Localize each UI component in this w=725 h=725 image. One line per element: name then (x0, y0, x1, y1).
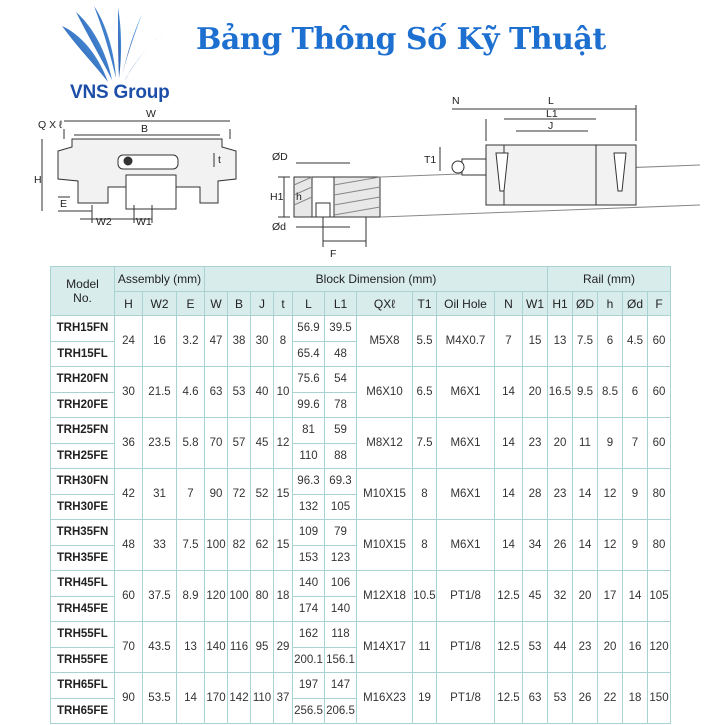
cell-qxl: M10X15 (357, 469, 413, 520)
cell-j: 45 (251, 418, 274, 469)
cell-oil: M6X1 (437, 418, 495, 469)
column-header: h (598, 292, 623, 316)
cell-f: 60 (648, 316, 671, 367)
cell-e: 3.2 (177, 316, 205, 367)
cell-t: 37 (274, 673, 293, 724)
cell-t1: 5.5 (413, 316, 437, 367)
cell-w: 100 (205, 520, 228, 571)
column-header: E (177, 292, 205, 316)
model-cell: TRH45FE (51, 596, 115, 622)
cell-oil: M6X1 (437, 367, 495, 418)
cell-oil: M6X1 (437, 469, 495, 520)
cell-oil: M6X1 (437, 520, 495, 571)
cell-h: 12 (598, 520, 623, 571)
cell-w: 90 (205, 469, 228, 520)
model-cell: TRH20FE (51, 392, 115, 418)
cell-b: 38 (228, 316, 251, 367)
cell-l: 109 (293, 520, 325, 546)
cell-l1: 106 (325, 571, 357, 597)
label-n: N (452, 95, 460, 107)
cell-od: 14 (573, 520, 598, 571)
cell-e: 7.5 (177, 520, 205, 571)
label-f: F (330, 248, 337, 260)
cell-oil: PT1/8 (437, 622, 495, 673)
cell-t: 12 (274, 418, 293, 469)
cell-od: 14 (573, 469, 598, 520)
cell-t1: 11 (413, 622, 437, 673)
cell-h: 30 (115, 367, 143, 418)
table-row (51, 469, 671, 495)
cell-f: 120 (648, 622, 671, 673)
cell-h1: 23 (548, 469, 573, 520)
cell-h1: 20 (548, 418, 573, 469)
model-cell: TRH55FL (51, 622, 115, 648)
cell-b: 72 (228, 469, 251, 520)
cell-j: 52 (251, 469, 274, 520)
label-b: B (141, 123, 149, 135)
cell-w: 170 (205, 673, 228, 724)
cell-w: 70 (205, 418, 228, 469)
model-cell: TRH35FE (51, 545, 115, 571)
cell-j: 80 (251, 571, 274, 622)
column-header: N (495, 292, 523, 316)
cell-l: 96.3 (293, 469, 325, 495)
cell-w: 63 (205, 367, 228, 418)
cell-l1: 39.5 (325, 316, 357, 342)
label-h: H (34, 174, 42, 186)
cell-qxl: M16X23 (357, 673, 413, 724)
cell-l1: 156.1 (325, 647, 357, 673)
cell-od: 9.5 (573, 367, 598, 418)
cell-w1: 34 (523, 520, 548, 571)
cell-od: 9 (623, 469, 648, 520)
cell-b: 53 (228, 367, 251, 418)
cell-n: 14 (495, 418, 523, 469)
cell-h: 12 (598, 469, 623, 520)
label-e: E (60, 198, 68, 210)
side-view-drawing (440, 105, 636, 205)
cell-t1: 10.5 (413, 571, 437, 622)
model-cell: TRH30FN (51, 469, 115, 495)
model-cell: TRH25FE (51, 443, 115, 469)
cell-b: 82 (228, 520, 251, 571)
cell-f: 105 (648, 571, 671, 622)
cell-j: 110 (251, 673, 274, 724)
column-header: t (274, 292, 293, 316)
cell-j: 30 (251, 316, 274, 367)
cell-w2: 21.5 (143, 367, 177, 418)
cell-w: 47 (205, 316, 228, 367)
model-cell: TRH30FE (51, 494, 115, 520)
cell-w2: 16 (143, 316, 177, 367)
cell-w1: 63 (523, 673, 548, 724)
assembly-header: Assembly (mm) (115, 267, 205, 292)
model-header: Model No. (51, 267, 115, 316)
label-t: t (218, 154, 221, 166)
cell-h: 42 (115, 469, 143, 520)
model-cell: TRH45FL (51, 571, 115, 597)
cell-qxl: M6X10 (357, 367, 413, 418)
model-cell: TRH20FN (51, 367, 115, 393)
cell-qxl: M5X8 (357, 316, 413, 367)
cell-w2: 31 (143, 469, 177, 520)
cell-w2: 23.5 (143, 418, 177, 469)
label-j: J (548, 120, 554, 132)
cell-w2: 43.5 (143, 622, 177, 673)
cell-l1: 147 (325, 673, 357, 699)
cell-l: 132 (293, 494, 325, 520)
model-cell: TRH35FN (51, 520, 115, 546)
cell-j: 62 (251, 520, 274, 571)
cell-j: 40 (251, 367, 274, 418)
cell-f: 80 (648, 520, 671, 571)
cell-f: 60 (648, 367, 671, 418)
cell-f: 150 (648, 673, 671, 724)
column-header: J (251, 292, 274, 316)
cell-od: 20 (573, 571, 598, 622)
cell-b: 142 (228, 673, 251, 724)
cell-w2: 37.5 (143, 571, 177, 622)
page-title: Bảng Thông Số Kỹ Thuật (196, 22, 606, 57)
column-header: Oil Hole (437, 292, 495, 316)
cell-h1: 32 (548, 571, 573, 622)
cell-t: 8 (274, 316, 293, 367)
cell-t: 10 (274, 367, 293, 418)
label-od-top: ØD (272, 151, 288, 163)
label-qxl: Q X ℓ (38, 119, 63, 131)
cell-e: 13 (177, 622, 205, 673)
model-cell: TRH55FE (51, 647, 115, 673)
label-t1: T1 (424, 154, 437, 166)
cell-h: 48 (115, 520, 143, 571)
cell-h1: 44 (548, 622, 573, 673)
column-header: Ød (623, 292, 648, 316)
cell-t: 15 (274, 469, 293, 520)
cell-l1: 48 (325, 341, 357, 367)
cell-l1: 123 (325, 545, 357, 571)
cell-h: 17 (598, 571, 623, 622)
cell-t1: 7.5 (413, 418, 437, 469)
cell-e: 14 (177, 673, 205, 724)
cell-e: 4.6 (177, 367, 205, 418)
cell-l1: 118 (325, 622, 357, 648)
cell-od: 16 (623, 622, 648, 673)
cell-e: 5.8 (177, 418, 205, 469)
table-row (51, 622, 671, 648)
cell-f: 60 (648, 418, 671, 469)
label-od-bot: Ød (272, 221, 287, 233)
cell-l: 200.1 (293, 647, 325, 673)
column-header: H1 (548, 292, 573, 316)
cell-t: 15 (274, 520, 293, 571)
model-cell: TRH15FN (51, 316, 115, 342)
cell-w1: 53 (523, 622, 548, 673)
cell-h: 36 (115, 418, 143, 469)
cell-w: 120 (205, 571, 228, 622)
cell-h: 70 (115, 622, 143, 673)
column-header: W (205, 292, 228, 316)
cell-l1: 69.3 (325, 469, 357, 495)
cell-h: 9 (598, 418, 623, 469)
cell-oil: PT1/8 (437, 571, 495, 622)
label-w: W (146, 108, 156, 120)
table-row (51, 571, 671, 597)
cell-od: 7.5 (573, 316, 598, 367)
cell-n: 14 (495, 520, 523, 571)
table-row (51, 418, 671, 444)
cell-t: 18 (274, 571, 293, 622)
front-view-drawing (42, 121, 236, 223)
cell-w2: 33 (143, 520, 177, 571)
block-header: Block Dimension (mm) (205, 267, 548, 292)
cell-l1: 206.5 (325, 698, 357, 724)
cell-b: 100 (228, 571, 251, 622)
cell-h: 90 (115, 673, 143, 724)
cell-oil: PT1/8 (437, 673, 495, 724)
cell-t1: 6.5 (413, 367, 437, 418)
cell-l: 99.6 (293, 392, 325, 418)
cell-t1: 19 (413, 673, 437, 724)
cell-t1: 8 (413, 520, 437, 571)
brand-name: VNS Group (70, 82, 170, 103)
label-l1: L1 (546, 108, 558, 120)
cell-n: 14 (495, 469, 523, 520)
cell-h: 8.5 (598, 367, 623, 418)
cell-qxl: M10X15 (357, 520, 413, 571)
cell-qxl: M14X17 (357, 622, 413, 673)
cell-l: 110 (293, 443, 325, 469)
cell-w1: 15 (523, 316, 548, 367)
cell-l1: 79 (325, 520, 357, 546)
table-row (51, 316, 671, 342)
cell-n: 12.5 (495, 622, 523, 673)
label-w2: W2 (96, 216, 112, 228)
column-header: T1 (413, 292, 437, 316)
cell-l: 197 (293, 673, 325, 699)
cell-l1: 140 (325, 596, 357, 622)
cell-h1: 16.5 (548, 367, 573, 418)
column-header: W1 (523, 292, 548, 316)
cell-l: 75.6 (293, 367, 325, 393)
cell-l: 162 (293, 622, 325, 648)
cell-t: 29 (274, 622, 293, 673)
cell-f: 80 (648, 469, 671, 520)
table-row (51, 520, 671, 546)
cell-od: 11 (573, 418, 598, 469)
cell-od: 18 (623, 673, 648, 724)
cell-e: 8.9 (177, 571, 205, 622)
cell-h: 60 (115, 571, 143, 622)
cell-l: 140 (293, 571, 325, 597)
cell-e: 7 (177, 469, 205, 520)
label-h1: H1 (270, 191, 284, 203)
column-header: ØD (573, 292, 598, 316)
cell-n: 7 (495, 316, 523, 367)
cell-l: 256.5 (293, 698, 325, 724)
cell-n: 12.5 (495, 571, 523, 622)
cell-l1: 78 (325, 392, 357, 418)
column-header: H (115, 292, 143, 316)
technical-drawings (0, 95, 725, 260)
model-cell: TRH25FN (51, 418, 115, 444)
cell-od: 4.5 (623, 316, 648, 367)
cell-j: 95 (251, 622, 274, 673)
label-l: L (548, 95, 554, 107)
model-cell: TRH65FL (51, 673, 115, 699)
column-header: F (648, 292, 671, 316)
cell-oil: M4X0.7 (437, 316, 495, 367)
column-header: QXℓ (357, 292, 413, 316)
cell-h1: 53 (548, 673, 573, 724)
cell-h: 22 (598, 673, 623, 724)
label-h-small: h (296, 191, 302, 203)
cell-od: 7 (623, 418, 648, 469)
cell-t1: 8 (413, 469, 437, 520)
cell-b: 57 (228, 418, 251, 469)
cell-h1: 26 (548, 520, 573, 571)
cell-w1: 23 (523, 418, 548, 469)
cell-w2: 53.5 (143, 673, 177, 724)
cell-w1: 28 (523, 469, 548, 520)
spec-table (50, 266, 671, 724)
rail-header: Rail (mm) (548, 267, 671, 292)
cell-l1: 59 (325, 418, 357, 444)
cell-l: 56.9 (293, 316, 325, 342)
cell-l: 153 (293, 545, 325, 571)
cell-od: 6 (623, 367, 648, 418)
cell-l1: 88 (325, 443, 357, 469)
cell-w1: 20 (523, 367, 548, 418)
cell-od: 9 (623, 520, 648, 571)
column-header: L (293, 292, 325, 316)
cell-h: 24 (115, 316, 143, 367)
cell-b: 116 (228, 622, 251, 673)
cell-h: 6 (598, 316, 623, 367)
cell-qxl: M12X18 (357, 571, 413, 622)
cell-od: 23 (573, 622, 598, 673)
cell-l: 65.4 (293, 341, 325, 367)
cell-w: 140 (205, 622, 228, 673)
cell-l1: 105 (325, 494, 357, 520)
cell-h1: 13 (548, 316, 573, 367)
cell-h: 20 (598, 622, 623, 673)
cell-w1: 45 (523, 571, 548, 622)
model-cell: TRH65FE (51, 698, 115, 724)
table-row (51, 673, 671, 699)
cell-l: 81 (293, 418, 325, 444)
column-header: B (228, 292, 251, 316)
cell-l: 174 (293, 596, 325, 622)
cell-n: 14 (495, 367, 523, 418)
table-row (51, 367, 671, 393)
column-header: W2 (143, 292, 177, 316)
cell-l1: 54 (325, 367, 357, 393)
label-w1: W1 (136, 216, 152, 228)
model-cell: TRH15FL (51, 341, 115, 367)
cell-qxl: M8X12 (357, 418, 413, 469)
cell-n: 12.5 (495, 673, 523, 724)
cell-od: 26 (573, 673, 598, 724)
column-header: L1 (325, 292, 357, 316)
cell-od: 14 (623, 571, 648, 622)
